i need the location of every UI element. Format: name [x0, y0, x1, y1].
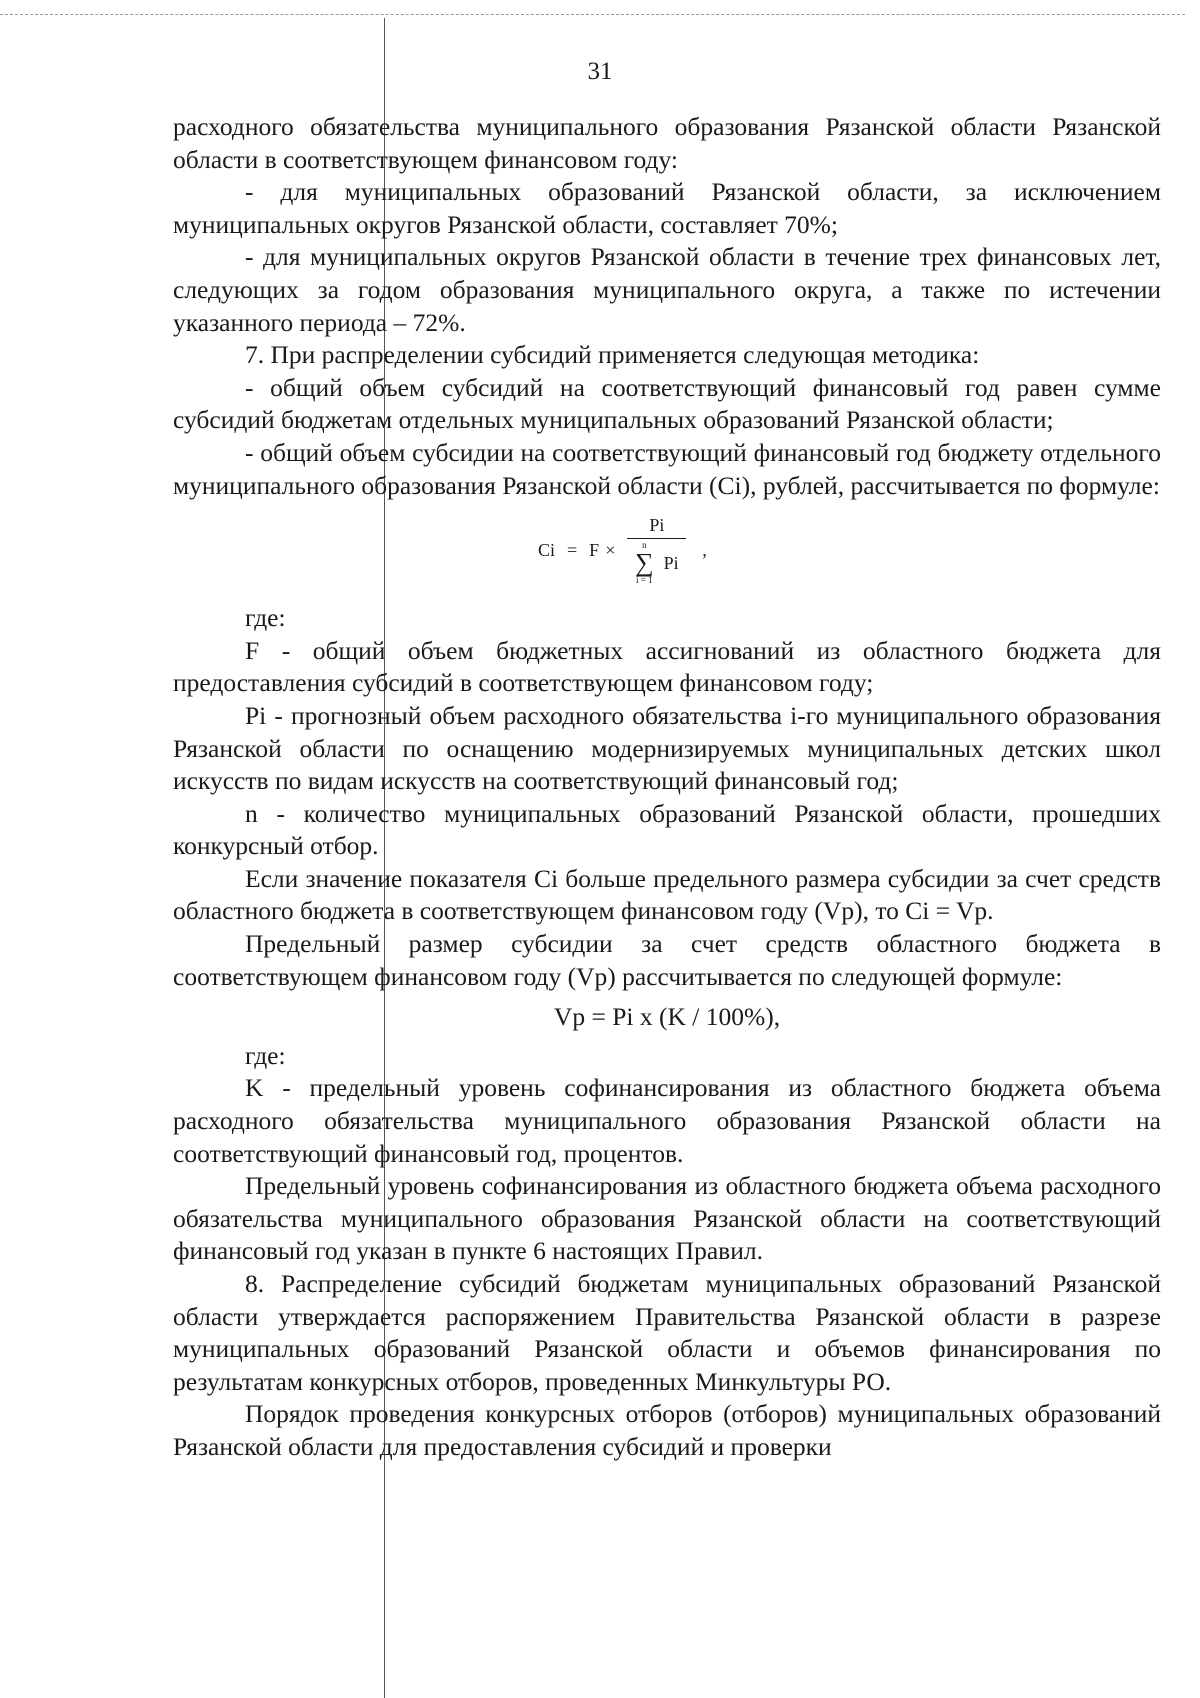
paragraph: Предельный уровень софинансирования из областного бюджета объема расходного обязательства муниципального образования Рязанской области на соответствующий финансовый год указан в пункте 6 настоящих Правил.: [173, 1171, 1161, 1266]
formula-times: ×: [605, 539, 616, 560]
paragraph: Pi - прогнозный объем расходного обязательства i-го муниципального образования Рязанской области по оснащению модернизируемых муниципальных детских школ искусств по видам искусств на соответствующий финансовый год;: [173, 700, 1161, 796]
formula-ci: [173, 502, 1161, 602]
summation-symbol: [635, 541, 654, 585]
sum-upper-limit: n: [642, 540, 647, 551]
paragraph: - для муниципальных округов Рязанской области в течение трех финансовых лет, следующих за годом образования муниципального округа, а также по истечении указанного периода – 72%.: [173, 242, 1161, 337]
document-body: [173, 111, 1161, 1464]
paragraph: K - предельный уровень софинансирования из областного бюджета объема расходного обязательства муниципального образования Рязанской области на соответствующий финансовый год, процентов.: [173, 1073, 1161, 1168]
sum-lower-limit: i = 1: [636, 575, 653, 586]
paragraph: Предельный размер субсидии за счет средств областного бюджета в соответствующем финансовом году (Vp) рассчитывается по следующей формуле:: [173, 929, 1161, 991]
paragraph: n - количество муниципальных образований Рязанской области, прошедших конкурсный отбор.: [173, 798, 1161, 861]
sum-term: Pi: [663, 553, 679, 574]
paragraph: Порядок проведения конкурсных отборов (отборов) муниципальных образований Рязанской области для предоставления субсидий и проверки: [173, 1399, 1161, 1461]
formula-equals: =: [567, 539, 578, 560]
where-label: где:: [245, 603, 286, 633]
sigma-glyph: ∑: [635, 548, 654, 578]
formula-f: F: [589, 539, 600, 560]
scan-top-rule: [0, 14, 1185, 15]
formula-comma: ,: [702, 539, 707, 560]
formula-numerator: Pi: [627, 514, 686, 539]
formula-vp: Vp = Pi x (K / 100%),: [553, 1002, 781, 1032]
paragraph-section-8: 8. Распределение субсидий бюджетам муниципальных образований Рязанской области утверждается распоряжением Правительства Рязанской области в разрезе муниципальных образований Рязанской области и объемов финансирования по результатам конкурсных отборов, проведенных Минкультуры РО.: [173, 1269, 1161, 1396]
paragraph: F - общий объем бюджетных ассигнований из областного бюджета для предоставления субсидий в соответствующем финансовом году;: [173, 635, 1161, 698]
paragraph: - для муниципальных образований Рязанской области, за исключением муниципальных округов Рязанской области, составляет 70%;: [173, 177, 1161, 239]
paragraph: Если значение показателя Ci больше предельного размера субсидии за счет средств областного бюджета в соответствующем финансовом году (Vp), то Ci = Vp.: [173, 863, 1161, 926]
page-number: 31: [587, 58, 613, 85]
paragraph: - общий объем субсидии на соответствующий финансовый год бюджету отдельного муниципального образования Рязанской области (Ci), рублей, рассчитывается по формуле:: [173, 437, 1161, 500]
formula-denominator: [635, 539, 679, 585]
paragraph-section-7: 7. При распределении субсидий применяется следующая методика:: [245, 340, 980, 370]
paragraph: расходного обязательства муниципального образования Рязанской области Рязанской области в соответствующем финансовом году:: [173, 112, 1161, 174]
paragraph: - общий объем субсидий на соответствующий финансовый год равен сумме субсидий бюджетам отдельных муниципальных образований Рязанской области;: [173, 372, 1161, 435]
where-label: где:: [245, 1040, 286, 1070]
formula-lhs: Ci: [538, 539, 556, 560]
formula-fraction: [627, 514, 686, 585]
